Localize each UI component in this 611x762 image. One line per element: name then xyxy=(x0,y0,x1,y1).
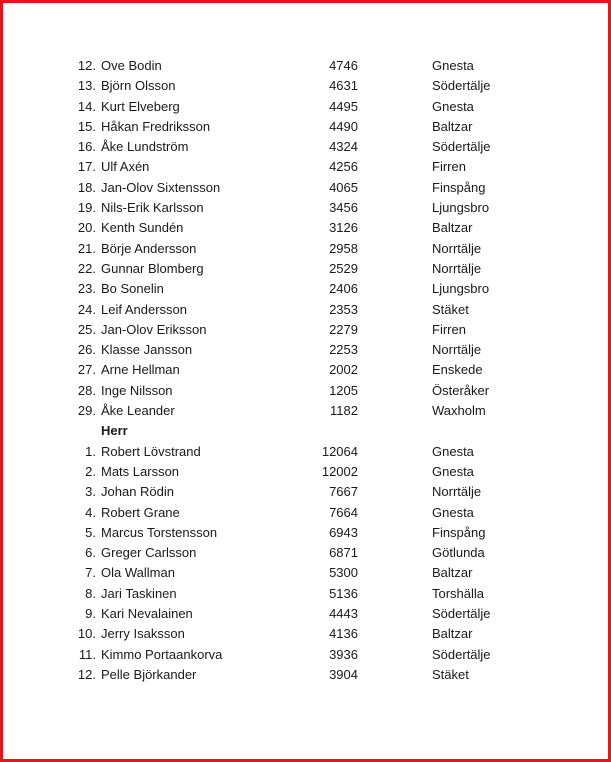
player-name: Åke Leander xyxy=(101,403,175,419)
rank: 19. xyxy=(77,200,96,216)
player-name: Jerry Isaksson xyxy=(101,626,185,642)
score: 2529 xyxy=(329,260,358,276)
player-name: Björn Olsson xyxy=(101,78,176,94)
result-row xyxy=(0,259,611,279)
result-row xyxy=(0,137,611,157)
score: 6943 xyxy=(329,524,358,540)
result-row xyxy=(0,604,611,624)
club: Enskede xyxy=(432,362,483,378)
rank: 7. xyxy=(85,565,96,581)
score: 7664 xyxy=(329,504,358,520)
result-row xyxy=(0,300,611,320)
rank: 25. xyxy=(77,321,96,337)
club: Södertälje xyxy=(432,139,491,155)
rank: 26. xyxy=(77,342,96,358)
player-name: Marcus Torstensson xyxy=(101,524,218,540)
rank: 13. xyxy=(77,78,96,94)
score: 3936 xyxy=(329,646,358,662)
rank: 15. xyxy=(77,118,96,134)
player-name: Kurt Elveberg xyxy=(101,98,180,114)
result-row xyxy=(0,198,611,218)
rank: 18. xyxy=(77,179,96,195)
player-name: Börje Andersson xyxy=(101,240,197,256)
player-name: Robert Lövstrand xyxy=(101,443,201,459)
club: Stäket xyxy=(432,666,469,682)
rank: 14. xyxy=(77,98,96,114)
club: Norrtälje xyxy=(432,260,482,276)
club: Norrtälje xyxy=(432,240,482,256)
score: 12064 xyxy=(321,443,358,459)
rank: 10. xyxy=(77,626,96,642)
result-row xyxy=(0,462,611,482)
club: Torshälla xyxy=(432,585,485,601)
rank: 2. xyxy=(85,463,96,479)
rank: 28. xyxy=(77,382,96,398)
rank: 4. xyxy=(85,504,96,520)
player-name: Bo Sonelin xyxy=(101,281,164,297)
player-name: Kimmo Portaankorva xyxy=(101,646,223,662)
score: 2353 xyxy=(329,301,358,317)
rank: 6. xyxy=(85,545,96,561)
player-name: Johan Rödin xyxy=(101,484,174,500)
score: 4490 xyxy=(329,118,358,134)
rank: 20. xyxy=(77,220,96,236)
result-row xyxy=(0,360,611,380)
result-row xyxy=(0,157,611,177)
score: 4136 xyxy=(329,626,358,642)
section-heading xyxy=(0,421,611,441)
club: Gnesta xyxy=(432,443,474,459)
club: Gnesta xyxy=(432,98,474,114)
player-name: Nils-Erik Karlsson xyxy=(101,200,204,216)
player-name: Gunnar Blomberg xyxy=(101,260,204,276)
rank: 29. xyxy=(77,403,96,419)
player-name: Klasse Jansson xyxy=(101,342,193,358)
rank: 3. xyxy=(85,484,96,500)
result-row xyxy=(0,442,611,462)
result-row xyxy=(0,482,611,502)
club: Götlunda xyxy=(432,545,485,561)
rank: 9. xyxy=(85,606,96,622)
club: Baltzar xyxy=(432,118,473,134)
score: 4256 xyxy=(329,159,358,175)
result-row xyxy=(0,401,611,421)
result-row xyxy=(0,178,611,198)
score: 2958 xyxy=(329,240,358,256)
score: 6871 xyxy=(329,545,358,561)
rank: 21. xyxy=(77,240,96,256)
score: 5136 xyxy=(329,585,358,601)
result-row xyxy=(0,117,611,137)
score: 4443 xyxy=(329,606,358,622)
score: 2253 xyxy=(329,342,358,358)
score: 1182 xyxy=(330,403,358,419)
score: 5300 xyxy=(329,565,358,581)
club: Norrtälje xyxy=(432,342,482,358)
club: Baltzar xyxy=(432,626,473,642)
result-row xyxy=(0,665,611,685)
result-row xyxy=(0,381,611,401)
rank: 12. xyxy=(77,666,96,682)
score: 12002 xyxy=(321,463,358,479)
player-name: Pelle Björkander xyxy=(101,666,197,682)
club: Gnesta xyxy=(432,504,474,520)
results-list xyxy=(0,56,611,685)
player-name: Åke Lundström xyxy=(101,139,189,155)
club: Finspång xyxy=(432,524,486,540)
score: 3904 xyxy=(329,666,358,682)
player-name: Arne Hellman xyxy=(101,362,180,378)
player-name: Ola Wallman xyxy=(101,565,175,581)
club: Firren xyxy=(432,321,466,337)
result-row xyxy=(0,523,611,543)
player-name: Mats Larsson xyxy=(101,463,180,479)
player-name: Greger Carlsson xyxy=(101,545,197,561)
club: Ljungsbro xyxy=(432,200,490,216)
rank: 8. xyxy=(85,585,96,601)
rank: 24. xyxy=(77,301,96,317)
result-row xyxy=(0,239,611,259)
club: Gnesta xyxy=(432,58,474,73)
score: 4746 xyxy=(329,58,358,73)
player-name: Inge Nilsson xyxy=(101,382,173,398)
club: Waxholm xyxy=(432,403,486,419)
score: 2279 xyxy=(329,321,358,337)
club: Stäket xyxy=(432,301,469,317)
result-row xyxy=(0,563,611,583)
rank: 12. xyxy=(77,58,96,73)
rank: 27. xyxy=(77,362,96,378)
rank: 17. xyxy=(77,159,96,175)
rank: 22. xyxy=(77,260,96,276)
score: 3126 xyxy=(329,220,358,236)
result-row xyxy=(0,584,611,604)
player-name: Jan-Olov Sixtensson xyxy=(101,179,221,195)
result-row xyxy=(0,97,611,117)
rank: 23. xyxy=(77,281,96,297)
result-row xyxy=(0,76,611,96)
club: Norrtälje xyxy=(432,484,482,500)
club: Österåker xyxy=(432,382,490,398)
result-row xyxy=(0,543,611,563)
score: 3456 xyxy=(329,200,358,216)
club: Södertälje xyxy=(432,78,491,94)
result-row xyxy=(0,56,611,76)
club: Södertälje xyxy=(432,646,491,662)
club: Södertälje xyxy=(432,606,491,622)
score: 2406 xyxy=(329,281,358,297)
club: Gnesta xyxy=(432,463,474,479)
result-row xyxy=(0,503,611,523)
player-name: Kenth Sundén xyxy=(101,220,184,236)
score: 1205 xyxy=(329,382,358,398)
score: 2002 xyxy=(329,362,358,378)
rank: 11. xyxy=(78,646,96,662)
player-name: Jan-Olov Eriksson xyxy=(101,321,207,337)
score: 4065 xyxy=(329,179,358,195)
result-row xyxy=(0,645,611,665)
club: Ljungsbro xyxy=(432,281,490,297)
result-row xyxy=(0,340,611,360)
section-heading-label: Herr xyxy=(101,423,128,439)
club: Baltzar xyxy=(432,565,473,581)
player-name: Robert Grane xyxy=(101,504,180,520)
player-name: Ove Bodin xyxy=(101,58,162,73)
result-row xyxy=(0,218,611,238)
club: Finspång xyxy=(432,179,486,195)
score: 4495 xyxy=(329,98,358,114)
player-name: Leif Andersson xyxy=(101,301,188,317)
rank: 1. xyxy=(85,443,96,459)
club: Firren xyxy=(432,159,466,175)
result-row xyxy=(0,320,611,340)
player-name: Håkan Fredriksson xyxy=(101,118,211,134)
score: 7667 xyxy=(329,484,358,500)
player-name: Jari Taskinen xyxy=(101,585,177,601)
rank: 16. xyxy=(77,139,96,155)
player-name: Kari Nevalainen xyxy=(101,606,193,622)
player-name: Ulf Axén xyxy=(101,159,150,175)
score: 4324 xyxy=(329,139,358,155)
club: Baltzar xyxy=(432,220,473,236)
rank: 5. xyxy=(85,524,96,540)
result-row xyxy=(0,624,611,644)
score: 4631 xyxy=(329,78,358,94)
result-row xyxy=(0,279,611,299)
